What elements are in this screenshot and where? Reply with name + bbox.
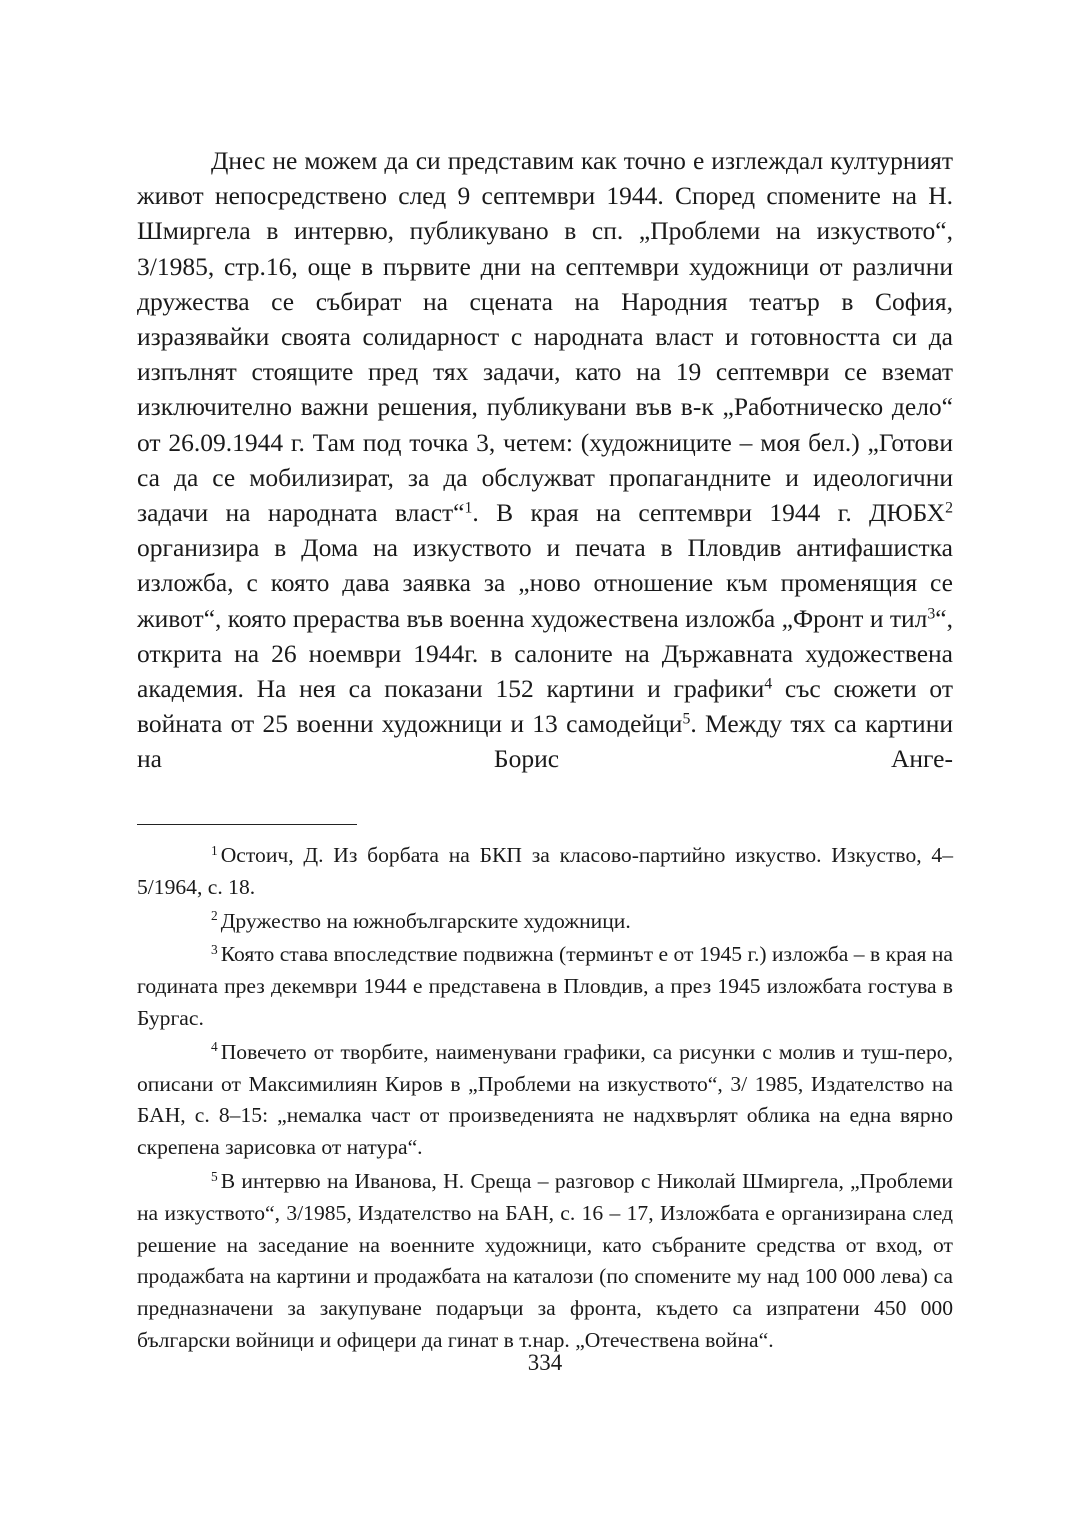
footnote-2: [137, 906, 953, 938]
body-text-segment-6: . Между тях са картини на Борис Анге-: [137, 709, 953, 774]
footnote-1: [137, 840, 953, 904]
body-text-segment-1: Днес не можем да си представим как точно е изглеждал културният живот непосредствено след 9 септември 1944. Според спомените на Н. Шмиргела в интервю, публикувано в сп. „Проблеми на изкуството“, 3/1985, стр.16, още в първите дни на септември художници от различни дружества се събират на сцената на Народния театър в София, изразявайки своята солидарност с народната власт и готовността си да изпълнят стоящите пред тях задачи, като на 19 септември се вземат изключително важни решения, публикувани във в-к „Работническо дело“ от 26.09.1944 г. Там под точка 3, четем: (художниците – моя бел.) „Готови са да се мобилизират, за да обслужват пропагандните и идеологични задачи на народната власт“: [137, 146, 953, 528]
body-paragraph: [137, 143, 953, 777]
footnote-text: Остоич, Д. Из борбата на БКП за класово-партийно изкуство. Изкуство, 4–5/1964, с. 18.: [137, 843, 953, 899]
footnote-ref-3: 3: [927, 604, 936, 622]
footnote-text: Дружество на южнобългарските художници.: [220, 908, 631, 933]
footnote-separator: [137, 824, 357, 825]
body-text-segment-5: със сюжети от войната от 25 военни художници и 13 самодейци: [137, 674, 953, 739]
footnote-3: [137, 939, 953, 1034]
body-text-segment-2: . В края на септември 1944 г. ДЮБХ: [472, 498, 946, 528]
footnote-mark: 1: [211, 842, 218, 858]
footnotes: [137, 840, 953, 1359]
footnote-mark: 3: [211, 942, 218, 958]
footnote-4: [137, 1037, 953, 1164]
footnote-ref-1: 1: [464, 499, 473, 517]
footnote-text: В интервю на Иванова, Н. Среща – разговор с Николай Шмиргела, „Проблеми на изкуството“, 3/1985, Издателство на БАН, с. 16 – 17, Изложбата е организирана след решение на заседание на военните художници, като събраните средства от вход, от продажбата на картини и продажбата на каталози (по спомените му над 100 000 лева) са предназначени за закупуване подаръци за фронта, където са изпратени 450 000 български войници и офицери да гинат в т.нар. „Отечествена война“.: [137, 1168, 953, 1352]
footnote-ref-4: 4: [764, 675, 773, 693]
footnote-ref-5: 5: [682, 710, 691, 728]
footnote-mark: 5: [211, 1168, 218, 1184]
body-text-segment-4: “, открита на 26 ноември 1944г. в салоните на Държавната художествена академия. На нея са показани 152 картини и графики: [137, 603, 953, 704]
body-text-segment-3: организира в Дома на изкуството и печата в Пловдив антифашистка изложба, с която дава заявка за „ново отношение към променящия се живот“, която прераства във военна художествена изложба „Фронт и тил: [137, 533, 953, 633]
document-page: [137, 0, 953, 1530]
page-number: 334: [527, 1350, 563, 1375]
footnote-mark: 2: [211, 908, 218, 924]
footnote-text: Повечето от творбите, наименувани графики, са рисунки с молив и туш-перо, описани от Максимилиян Киров в „Проблеми на изкуството“, 3/ 1985, Издателство на БАН, с. 8–15: „немалка част от произведенията не надхвърлят облика на една вярно скрепена зарисовка от натура“.: [137, 1039, 953, 1160]
footnote-mark: 4: [211, 1039, 218, 1055]
footnote-ref-2: 2: [945, 499, 953, 517]
footnote-5: [137, 1166, 953, 1357]
footnote-text: Която става впоследствие подвижна (терминът е от 1945 г.) изложба – в края на годината през декември 1944 е представена в Пловдив, а през 1945 изложбата гостува в Бургас.: [137, 942, 953, 1030]
